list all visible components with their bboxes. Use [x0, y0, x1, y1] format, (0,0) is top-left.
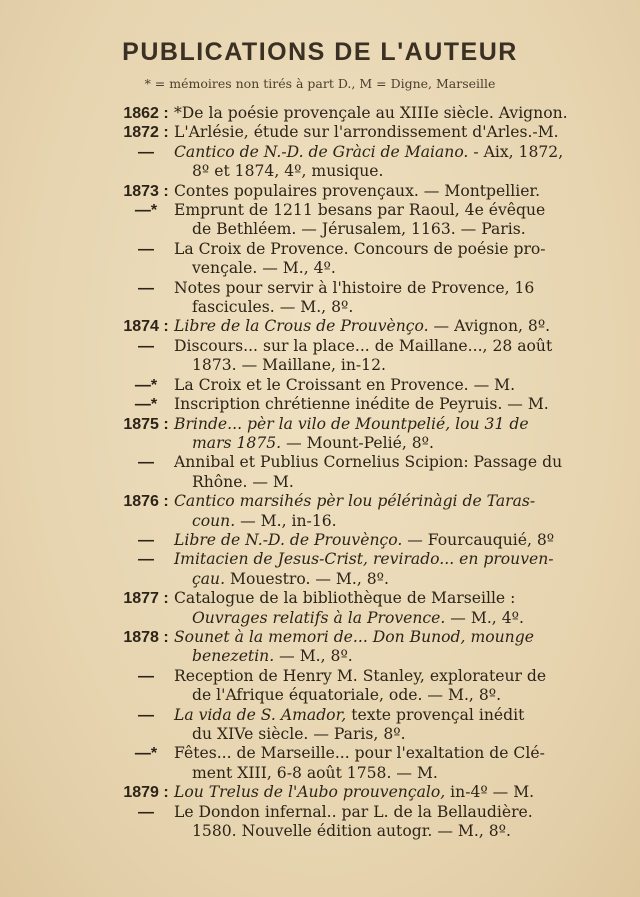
entry-year: 1875 : [123, 415, 169, 433]
publication-entry [118, 453, 613, 492]
entry-text [174, 279, 613, 318]
entry-title-italic: Lou Trelus de l'Aubo prouvençalo, [174, 783, 446, 802]
entry-continuation-text: Rhône. — M. [192, 472, 294, 491]
entry-year: —* [134, 396, 158, 414]
entry-first-line: Inscription chrétienne inédite de Peyruis. — M. [174, 395, 549, 414]
entry-year: —* [134, 376, 158, 394]
entry-continuation-text: 1873. — Maillane, in-12. [192, 356, 386, 375]
entry-text [174, 744, 613, 783]
entry-text [174, 317, 613, 336]
publication-entry [118, 589, 613, 628]
entry-year: — [138, 803, 154, 821]
publication-entry [118, 550, 613, 589]
entry-continuation [174, 647, 613, 666]
entry-title-italic: Cantico marsihés pèr lou pélérinàgi de Taras- [174, 492, 536, 511]
entry-title-italic: Libre de N.-D. de Prouvènço. [174, 530, 403, 549]
publication-entry [118, 240, 613, 279]
legend-note: * = mémoires non tirés à part D., M = Digne, Marseille [144, 76, 496, 91]
entry-continuation-text: — M., in-16. [235, 511, 337, 530]
entry-first-line: Notes pour servir à l'histoire de Provence, 16 [174, 278, 535, 297]
entry-continuation [174, 220, 613, 239]
entry-text [174, 453, 613, 492]
publication-entry [118, 531, 613, 550]
entry-continuation-text: Mouestro. — M., 8º. [225, 569, 389, 588]
entry-year: — [138, 454, 154, 472]
publication-entry [118, 104, 613, 123]
entry-title-italic: Brinde... pèr la vilo de Mountpelié, lou 31 de [174, 414, 529, 433]
entry-continuation [174, 686, 613, 705]
entry-text [174, 201, 613, 240]
entry-continuation-italic: çau. [192, 569, 226, 588]
entry-year: 1877 : [123, 590, 169, 608]
entry-text [174, 550, 613, 589]
entry-text [174, 589, 613, 628]
entry-text [174, 240, 613, 279]
entry-first-line: Contes populaires provençaux. — Montpellier. [174, 181, 541, 200]
entry-title-italic: Cantico de N.-D. de Gràci de Maiano. [174, 142, 469, 161]
entry-first-line: La Croix et le Croissant en Provence. — M. [174, 375, 516, 394]
entry-year: 1874 : [123, 318, 169, 336]
entry-text [174, 337, 613, 376]
entry-text [174, 395, 613, 414]
publication-entry [118, 201, 613, 240]
entry-continuation-text: ment XIII, 6-8 août 1758. — M. [192, 763, 438, 782]
entry-continuation [174, 822, 613, 841]
entry-text [174, 104, 613, 123]
entry-year: 1878 : [123, 628, 169, 646]
entry-first-line: Reception de Henry M. Stanley, explorateur de [174, 666, 547, 685]
entry-year: — [138, 551, 154, 569]
publication-entry [118, 337, 613, 376]
entry-text [174, 182, 613, 201]
entry-continuation [174, 298, 613, 317]
entry-text [174, 376, 613, 395]
entry-first-line: - Aix, 1872, [468, 142, 564, 161]
publication-entry [118, 123, 613, 142]
publication-entry [118, 803, 613, 842]
entry-first-line: Annibal et Publius Cornelius Scipion: Passage du [174, 453, 563, 472]
entry-first-line: in-4º — M. [445, 783, 535, 802]
entry-continuation [174, 609, 613, 628]
entry-continuation [174, 162, 613, 181]
entry-continuation-italic: coun. [192, 511, 236, 530]
entry-continuation [174, 259, 613, 278]
publication-entry [118, 706, 613, 745]
entry-first-line: Emprunt de 1211 besans par Raoul, 4e évêque [174, 201, 546, 220]
publication-entry [118, 783, 613, 802]
entry-continuation [174, 473, 613, 492]
entry-text [174, 628, 613, 667]
publication-entry [118, 376, 613, 395]
entry-first-line: texte provençal inédit [346, 705, 525, 724]
entry-text [174, 803, 613, 842]
entry-continuation-text: du XIVe siècle. — Paris, 8º. [192, 725, 406, 743]
publication-entry [118, 667, 613, 706]
entry-text [174, 492, 613, 531]
entry-continuation-text: 8º et 1874, 4º, musique. [192, 162, 384, 181]
entry-year: 1879 : [123, 784, 169, 802]
entry-continuation-text: — M., 8º. [274, 647, 353, 666]
entry-continuation-text: de Bethléem. — Jérusalem, 1163. — Paris. [192, 220, 526, 239]
entry-continuation-text: vençale. — M., 4º. [192, 259, 336, 278]
entry-year: — [138, 240, 154, 258]
entry-first-line: Fêtes... de Marseille... pour l'exaltation de Clé- [174, 744, 545, 763]
entry-continuation-text: — Mount-Pelié, 8º. [281, 433, 434, 452]
publication-entry [118, 415, 613, 454]
publication-list [118, 104, 613, 841]
entry-continuation-italic: mars 1875. [192, 433, 282, 452]
entry-year: —* [134, 202, 158, 220]
entry-year: — [138, 706, 154, 724]
entry-first-line: — Avignon, 8º. [428, 317, 551, 336]
entry-continuation [174, 356, 613, 375]
entry-text [174, 415, 613, 454]
entry-year: 1862 : [123, 105, 169, 122]
entry-year: — [138, 143, 154, 161]
entry-year: — [138, 667, 154, 685]
entry-first-line: L'Arlésie, étude sur l'arrondissement d'Arles.-M. [174, 123, 559, 142]
entry-continuation [174, 570, 613, 589]
entry-continuation [174, 725, 613, 744]
publication-entry [118, 317, 613, 336]
entry-first-line: *De la poésie provençale au XIIIe siècle. Avignon. [174, 104, 568, 122]
entry-first-line: La Croix de Provence. Concours de poésie pro- [174, 239, 546, 258]
entry-text [174, 143, 613, 182]
publication-entry [118, 395, 613, 414]
entry-title-italic: Imitacien de Jesus-Crist, revirado... en prouven- [174, 550, 554, 569]
entry-text [174, 667, 613, 706]
entry-title-italic: Sounet à la memori de... Don Bunod, mounge [174, 627, 534, 646]
publication-entry [118, 182, 613, 201]
entry-first-line: — Fourcauquié, 8º [402, 530, 555, 549]
entry-first-line: Discours... sur la place... de Maillane..., 28 août [174, 336, 553, 355]
entry-year: —* [134, 745, 158, 763]
entry-continuation-text: 1580. Nouvelle édition autogr. — M., 8º. [192, 822, 511, 841]
entry-text [174, 783, 613, 802]
entry-first-line: Le Dondon infernal.. par L. de la Bellaudière. [174, 802, 533, 821]
entry-continuation-text: de l'Afrique équatoriale, ode. — M., 8º. [192, 686, 502, 705]
entry-text [174, 123, 613, 142]
publication-entry [118, 628, 613, 667]
entry-first-line: Catalogue de la bibliothèque de Marseille : [174, 589, 516, 608]
entry-title-italic: La vida de S. Amador, [174, 705, 347, 724]
entry-year: 1872 : [123, 124, 169, 142]
publication-entry [118, 492, 613, 531]
entry-year: 1876 : [123, 493, 169, 511]
entry-title-italic: Libre de la Crous de Prouvènço. [174, 317, 429, 336]
publication-entry [118, 744, 613, 783]
entry-text [174, 531, 613, 550]
publication-entry [118, 143, 613, 182]
entry-continuation-italic: Ouvrages relatifs à la Provence. [192, 608, 446, 627]
entry-continuation [174, 764, 613, 783]
entry-continuation-text: — M., 4º. [445, 608, 524, 627]
entry-year: — [138, 279, 154, 297]
entry-continuation-italic: benezetin. [192, 647, 275, 666]
entry-year: 1873 : [123, 182, 169, 200]
entry-continuation [174, 434, 613, 453]
entry-text [174, 706, 613, 745]
page-title: PUBLICATIONS DE L'AUTEUR [122, 38, 518, 66]
entry-year: — [138, 531, 154, 549]
entry-continuation-text: fascicules. — M., 8º. [192, 298, 354, 317]
publication-entry [118, 279, 613, 318]
entry-continuation [174, 512, 613, 531]
entry-year: — [138, 337, 154, 355]
